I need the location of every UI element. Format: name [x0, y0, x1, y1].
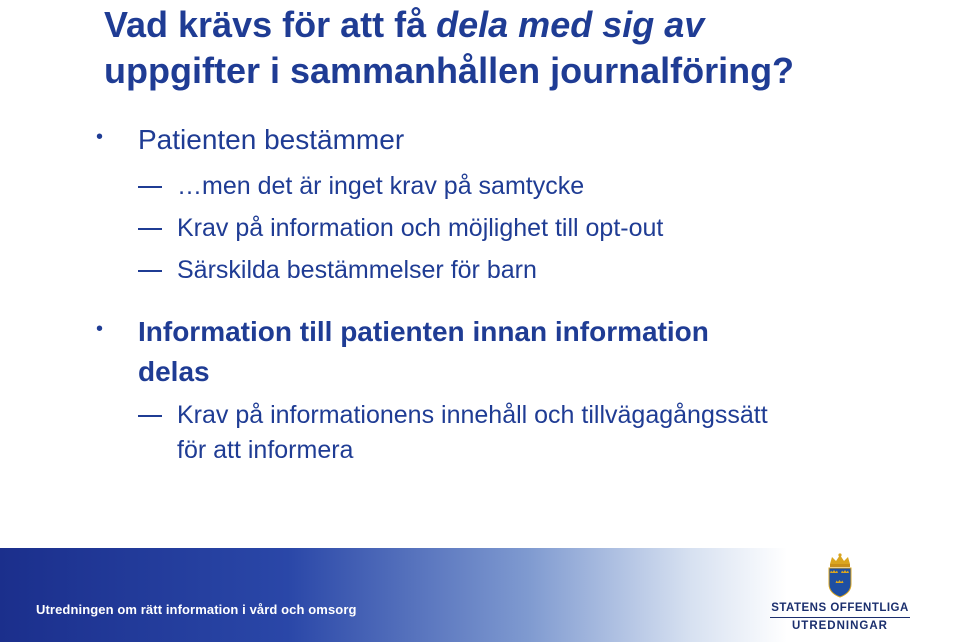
- sou-logo: [770, 550, 910, 638]
- footer-text: Utredningen om rätt information i vård och omsorg: [36, 602, 357, 617]
- subitem-1-1: …men det är inget krav på samtycke: [177, 172, 585, 200]
- logo-line2: UTREDNINGAR: [792, 620, 888, 632]
- subitem-2-1-line2: för att informera: [177, 436, 354, 464]
- logo-divider: [770, 617, 910, 618]
- title-line1-normal: Vad krävs för att få: [104, 4, 437, 45]
- bullet-dot: •: [96, 318, 104, 340]
- dash-marker: [138, 415, 162, 417]
- bullet-text-2-line2: delas: [138, 356, 210, 387]
- bullet-text-2-line1: Information till patienten innan information: [138, 316, 709, 347]
- dash-marker: [138, 186, 162, 188]
- dash-marker: [138, 270, 162, 272]
- footer-bar: [0, 548, 960, 642]
- slide-title: [104, 2, 924, 94]
- title-line2: uppgifter i sammanhållen journalföring?: [104, 50, 795, 91]
- subitem-1-3: Särskilda bestämmelser för barn: [177, 256, 537, 284]
- subitem-1-2: Krav på information och möjlighet till opt-out: [177, 214, 664, 242]
- subitem-2-1-line1: Krav på informationens innehåll och tillvägagångssätt: [177, 401, 768, 429]
- bullet-text-1: Patienten bestämmer: [138, 124, 405, 155]
- logo-line1: STATENS OFFENTLIGA: [771, 602, 909, 614]
- swedish-crest-icon: [824, 552, 856, 598]
- bullet-dot: •: [96, 126, 104, 148]
- title-line1-italic: dela med sig av: [436, 4, 705, 45]
- dash-marker: [138, 228, 162, 230]
